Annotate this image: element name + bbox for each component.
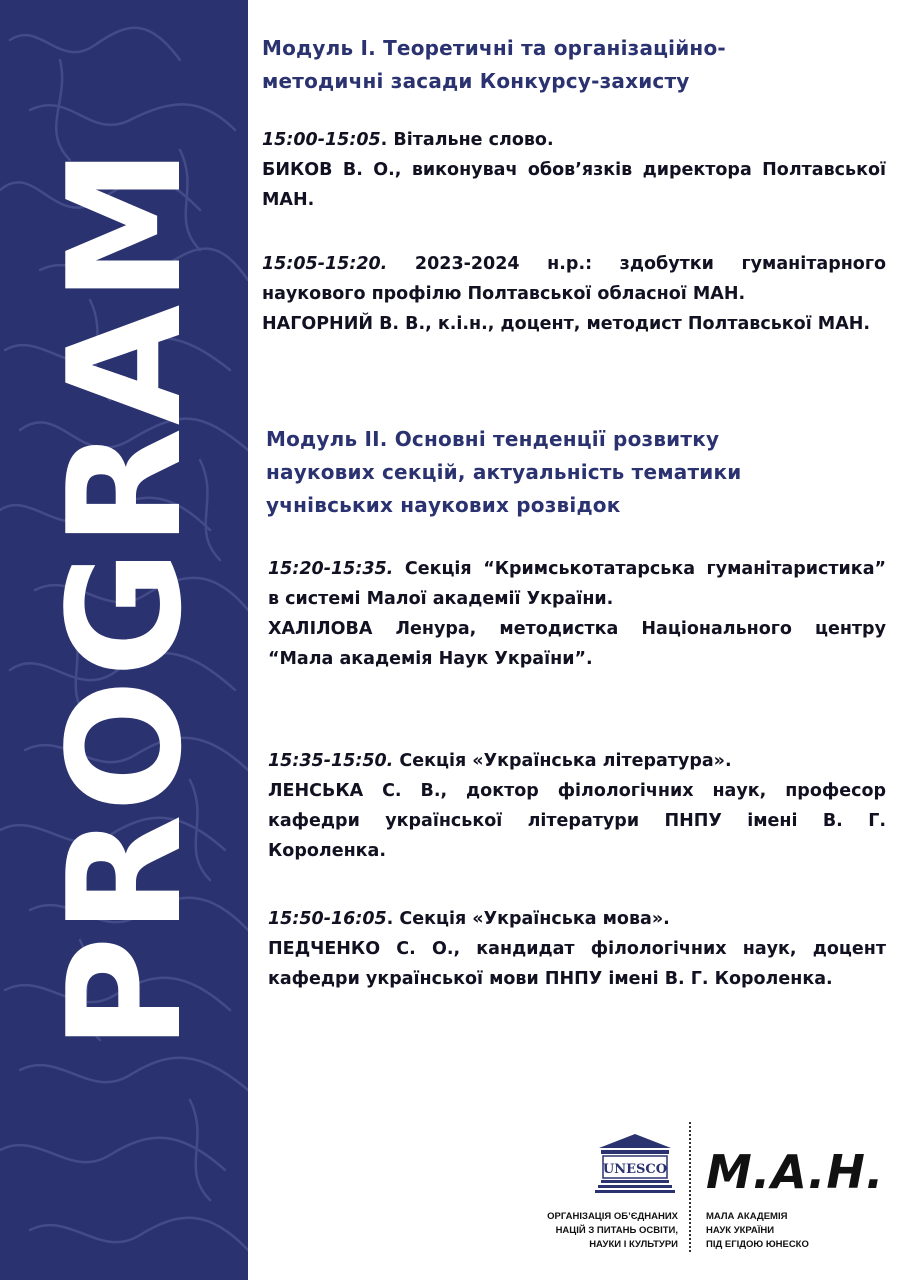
footer-logos xyxy=(540,1118,890,1258)
unesco-caption xyxy=(540,1210,678,1252)
agenda-time: 15:35-15:50. xyxy=(268,751,394,771)
agenda-speaker: ПЕДЧЕНКО С. О., кандидат філологічних наук, доцент кафедри української мови ПНПУ імені В. Г. Короленка. xyxy=(268,939,886,989)
agenda-item-2 xyxy=(262,249,886,339)
unesco-temple-icon xyxy=(595,1132,675,1202)
agenda-item-1 xyxy=(262,125,886,215)
agenda-speaker: БИКОВ В. О., виконувач обов’язків директора Полтавської МАН. xyxy=(262,160,886,210)
agenda-time: 15:05-15:20. xyxy=(262,254,388,274)
agenda-time: 15:00-15:05 xyxy=(262,130,381,150)
agenda-text: Секція «Українська література». xyxy=(393,751,732,771)
agenda-time: 15:20-15:35. xyxy=(268,559,394,579)
agenda-speaker: ЛЕНСЬКА С. В., доктор філологічних наук, професор кафедри української літератури ПНПУ імені В. Г. Короленка. xyxy=(268,781,886,861)
agenda-time: 15:50-16:05 xyxy=(268,909,387,929)
agenda-speaker: НАГОРНИЙ В. В., к.і.н., доцент, методист Полтавської МАН. xyxy=(262,314,871,334)
agenda-text: . Секція «Українська мова». xyxy=(386,909,670,929)
module-2-title-line: Модуль ІІ. Основні тенденції розвитку xyxy=(266,427,720,451)
module-1-title xyxy=(262,32,726,98)
man-caption-line: МАЛА АКАДЕМІЯ xyxy=(706,1211,788,1222)
sidebar xyxy=(0,0,248,1280)
agenda-item-3 xyxy=(268,554,886,674)
man-caption-line: НАУК УКРАЇНИ xyxy=(706,1225,775,1236)
agenda-item-5 xyxy=(268,904,886,994)
agenda-text: Секція “Кримськотатарська гуманітаристика” в системі Малої академії України. xyxy=(268,559,886,609)
man-caption xyxy=(706,1210,809,1252)
program-title: PROGRAM xyxy=(34,145,216,1051)
agenda-item-4 xyxy=(268,746,886,866)
unesco-caption-line: НАЦІЙ З ПИТАНЬ ОСВІТИ, xyxy=(555,1225,678,1236)
unesco-caption-line: НАУКИ І КУЛЬТУРИ xyxy=(589,1239,678,1250)
module-2-title xyxy=(266,423,741,522)
agenda-text: 2023-2024 н.р.: здобутки гуманітарного наукового профілю Полтавської обласної МАН. xyxy=(262,254,886,304)
man-logo-text: М.А.Н. xyxy=(706,1146,885,1196)
unesco-logo-text: UNESCO xyxy=(602,1162,668,1177)
agenda-text: . Вітальне слово. xyxy=(380,130,554,150)
module-2-title-line: учнівських наукових розвідок xyxy=(266,493,621,517)
module-2-title-line: наукових секцій, актуальність тематики xyxy=(266,460,742,484)
man-caption-line: ПІД ЕГІДОЮ ЮНЕСКО xyxy=(706,1239,809,1250)
module-1-title-line: Модуль І. Теоретичні та організаційно- xyxy=(262,36,726,60)
agenda-speaker: ХАЛІЛОВА Ленура, методистка Національного центру “Мала академія Наук України”. xyxy=(268,619,886,669)
footer-divider xyxy=(689,1122,691,1252)
unesco-caption-line: ОРГАНІЗАЦІЯ ОБ’ЄДНАНИХ xyxy=(547,1211,678,1222)
man-logo xyxy=(706,1146,886,1196)
module-1-title-line: методичні засади Конкурсу-захисту xyxy=(262,69,690,93)
